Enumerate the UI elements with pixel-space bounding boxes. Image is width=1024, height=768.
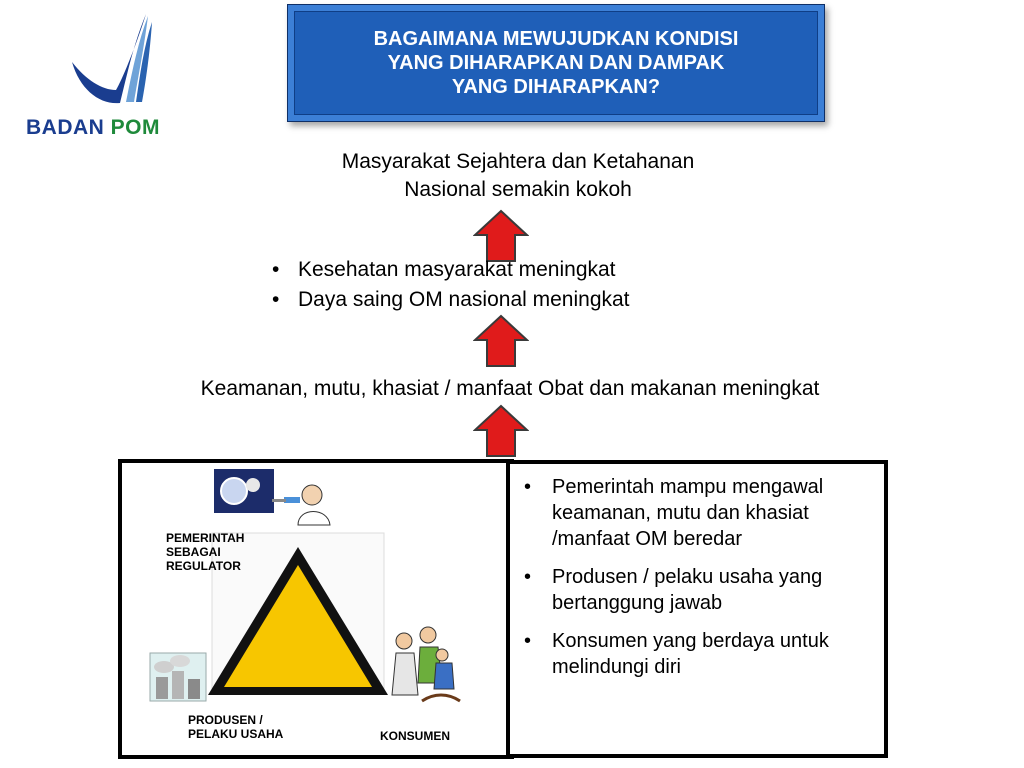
factory-icon — [150, 653, 206, 701]
logo-word-pom: POM — [110, 116, 161, 139]
outcome-list — [262, 255, 742, 315]
impact-statement: Masyarakat Sejahtera dan Ketahanan Nasional semakin kokoh — [341, 150, 695, 201]
list-item: • Pemerintah mampu mengawal keamanan, mutu dan khasiat /manfaat OM beredar — [510, 474, 880, 552]
stakeholder-diagram — [118, 459, 514, 759]
up-arrow-icon — [473, 314, 529, 368]
conditions-panel — [506, 460, 888, 758]
regulator-inspector-icon — [214, 469, 330, 525]
up-arrow-icon — [473, 404, 529, 458]
list-item: • Konsumen yang berdaya untuk melindungi diri — [510, 628, 880, 680]
logo-wordmark — [26, 116, 160, 140]
title-box — [287, 4, 825, 122]
list-item: • Produsen / pelaku usaha yang bertanggung jawab — [510, 564, 880, 616]
quality-statement: Keamanan, mutu, khasiat / manfaat Obat dan makanan meningkat — [200, 377, 820, 400]
logo-word-badan: BADAN — [26, 116, 105, 139]
regulator-label: PEMERINTAH SEBAGAI REGULATOR — [166, 531, 245, 573]
producer-label: PRODUSEN / PELAKU USAHA — [188, 713, 284, 741]
consumer-family-icon — [392, 627, 460, 701]
list-item: • Kesehatan masyarakat meningkat — [262, 255, 742, 285]
conditions-list — [510, 474, 880, 692]
list-item: • Daya saing OM nasional meningkat — [262, 285, 742, 315]
logo-swoosh-icon — [20, 10, 190, 120]
consumer-label: KONSUMEN — [380, 729, 451, 743]
page-title: BAGAIMANA MEWUJUDKAN KONDISI YANG DIHARAPKAN DAN DAMPAK YANG DIHARAPKAN? — [373, 28, 739, 98]
